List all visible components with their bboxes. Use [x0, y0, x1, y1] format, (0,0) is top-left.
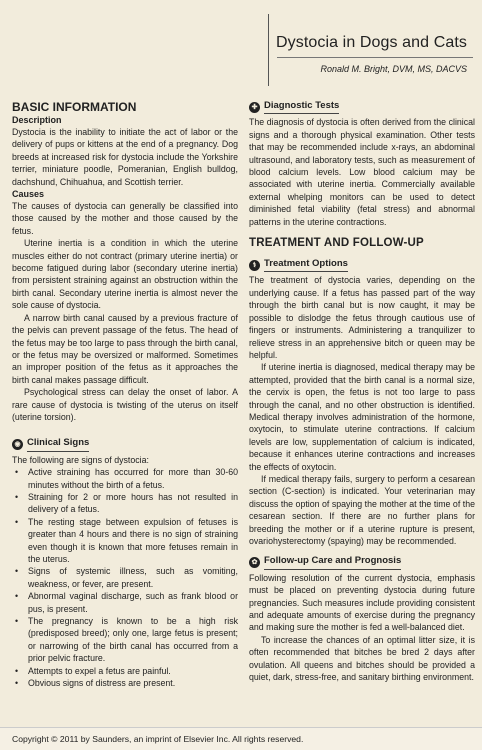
clinical-signs-heading: Clinical Signs — [27, 437, 89, 451]
list-item: • Straining for 2 or more hours has not resulted in delivery of a fetus. — [12, 491, 238, 516]
causes-paragraph: Psychological stress can delay the onset of labor. A rare cause of dystocia is twisting of the uterus on itself (uterine torsion). — [12, 387, 238, 422]
list-item: • The resting stage between expulsion of fetuses is greater than 4 hours and there is no sign of straining even though it is known that more fetuses remain in the uterus. — [12, 516, 238, 566]
diagnostic-tests-icon: ✚ — [249, 102, 260, 113]
page-title: Dystocia in Dogs and Cats — [275, 34, 467, 51]
header-divider — [277, 57, 473, 58]
causes-heading: Causes — [12, 189, 45, 200]
diagnostic-tests-heading: Diagnostic Tests — [264, 100, 339, 114]
list-item: • Obvious signs of distress are present. — [12, 677, 238, 689]
list-item: • Attempts to expel a fetus are painful. — [12, 665, 238, 677]
description-heading: Description — [12, 115, 62, 125]
basic-information-heading: BASIC INFORMATION — [12, 100, 137, 114]
treatment-options-icon: ⚕ — [249, 260, 260, 271]
treatment-followup-heading: TREATMENT AND FOLLOW-UP — [249, 237, 424, 250]
followup-care-icon: ✿ — [249, 557, 260, 568]
author-line: Ronald M. Bright, DVM, MS, DACVS — [320, 64, 467, 74]
treatment-paragraph: If uterine inertia is diagnosed, medical therapy may be attempted, provided that the birth canal is a normal size, the cervix is open, the fetus is not too large to pass through the canal, and no other obstruction is identified. Medical therapy involves administration of the hormone, oxytocin, to stimulate uterine contractions. If calcium levels are low, supplementation of calcium is indicated, because it enhances uterine contractions and increases the effects of oxytocin. — [249, 362, 475, 472]
left-column — [12, 100, 238, 689]
followup-paragraph: To increase the chances of an optimal litter size, it is often recommended that bitches be bred 2 days after ovulation. All queens and bitches should be provided a quiet, dark, stress-free, and sanitary birthing environment. — [249, 634, 475, 683]
list-item: • The pregnancy is known to be a high risk (predisposed breed); only one, large fetus is present; or narrowing of the birth canal has occurred from a prior pelvic fracture. — [12, 615, 238, 665]
diagnostic-tests-text: The diagnosis of dystocia is often derived from the clinical signs and a thorough physical examination. Other tests that may be recommended include x-rays, an abdominal ultrasound, and laboratory tests, such as measurement of blood calcium levels. Low blood calcium may be associated with uterine inertia. Commercially available external whelping monitors can be used to detect diminished fetal viability (fetal stress) and abnormal patterns in the uterine contractions. — [249, 117, 475, 227]
clinical-signs-list — [12, 466, 238, 689]
causes-paragraph: Uterine inertia is a condition in which the uterine muscles either do not contract (primary uterine inertia) or become fatigued during labor (secondary uterine inertia) from persistent straining against an obstruction within the birth canal. Secondary uterine inertia is almost never the sole cause of dystocia. — [12, 238, 238, 311]
article-header — [268, 14, 473, 86]
followup-care-heading: Follow-up Care and Prognosis — [264, 555, 401, 569]
right-column — [249, 100, 475, 683]
list-item: • Abnormal vaginal discharge, such as frank blood or pus, is present. — [12, 590, 238, 615]
causes-paragraph: The causes of dystocia can generally be classified into those caused by the mother and those caused by the fetus. — [12, 201, 238, 236]
copyright-footer: Copyright © 2011 by Saunders, an imprint of Elsevier Inc. All rights reserved. — [0, 727, 482, 750]
list-item: • Signs of systemic illness, such as vomiting, weakness, or fever, are present. — [12, 565, 238, 590]
followup-paragraph: Following resolution of the current dystocia, emphasis must be placed on preventing dystocia during future pregnancies. Such measures include providing consistent and adequate amounts of exercise during the pregnancy and making sure the mother is fed a well-balanced diet. — [249, 572, 475, 633]
treatment-paragraph: The treatment of dystocia varies, depending on the underlying cause. If a fetus has passed part of the way through the birth canal but is now caught, it may be possible to dislodge the fetus through cautious use of fingers or instruments. Administering a tranquilizer to relieve stress in an apprehensive bitch or queen may be helpful. — [249, 275, 475, 360]
treatment-options-heading: Treatment Options — [264, 258, 348, 272]
clinical-signs-section-header — [12, 437, 238, 451]
diagnostic-tests-section-header — [249, 100, 475, 114]
causes-paragraph: A narrow birth canal caused by a previous fracture of the pelvis can prevent passage of the fetus. The head of the fetus may be too large to pass through the birth canal, or the fetus may be oversized or malformed. Sometimes an improper position of the fetus as it approaches the birth canal makes passage difficult. — [12, 312, 238, 385]
description-text: Dystocia is the inability to initiate the act of labor or the delivery of pups or kittens at the end of a pregnancy. Dog breeds at increased risk for dystocia include the Yorkshire terrier, miniature poodle, Pomeranian, English bulldog, dachshund, Chihuahua, and Scottish terrier. — [12, 127, 238, 187]
clinical-signs-icon: ◉ — [12, 439, 23, 450]
treatment-options-section-header — [249, 258, 475, 272]
clinical-signs-intro: The following are signs of dystocia: — [12, 454, 149, 465]
treatment-paragraph: If medical therapy fails, surgery to perform a cesarean section (C-section) is indicated. Your veterinarian may discuss the option of spaying the mother at the time of the cesarean section. If there are no further plans for breeding the mother or if a uterine rupture is present, ovariohysterectomy (spaying) may be recommended. — [249, 473, 475, 546]
list-item: • Active straining has occurred for more than 30-60 minutes without the birth of a fetus. — [12, 466, 238, 491]
followup-care-section-header — [249, 555, 475, 569]
